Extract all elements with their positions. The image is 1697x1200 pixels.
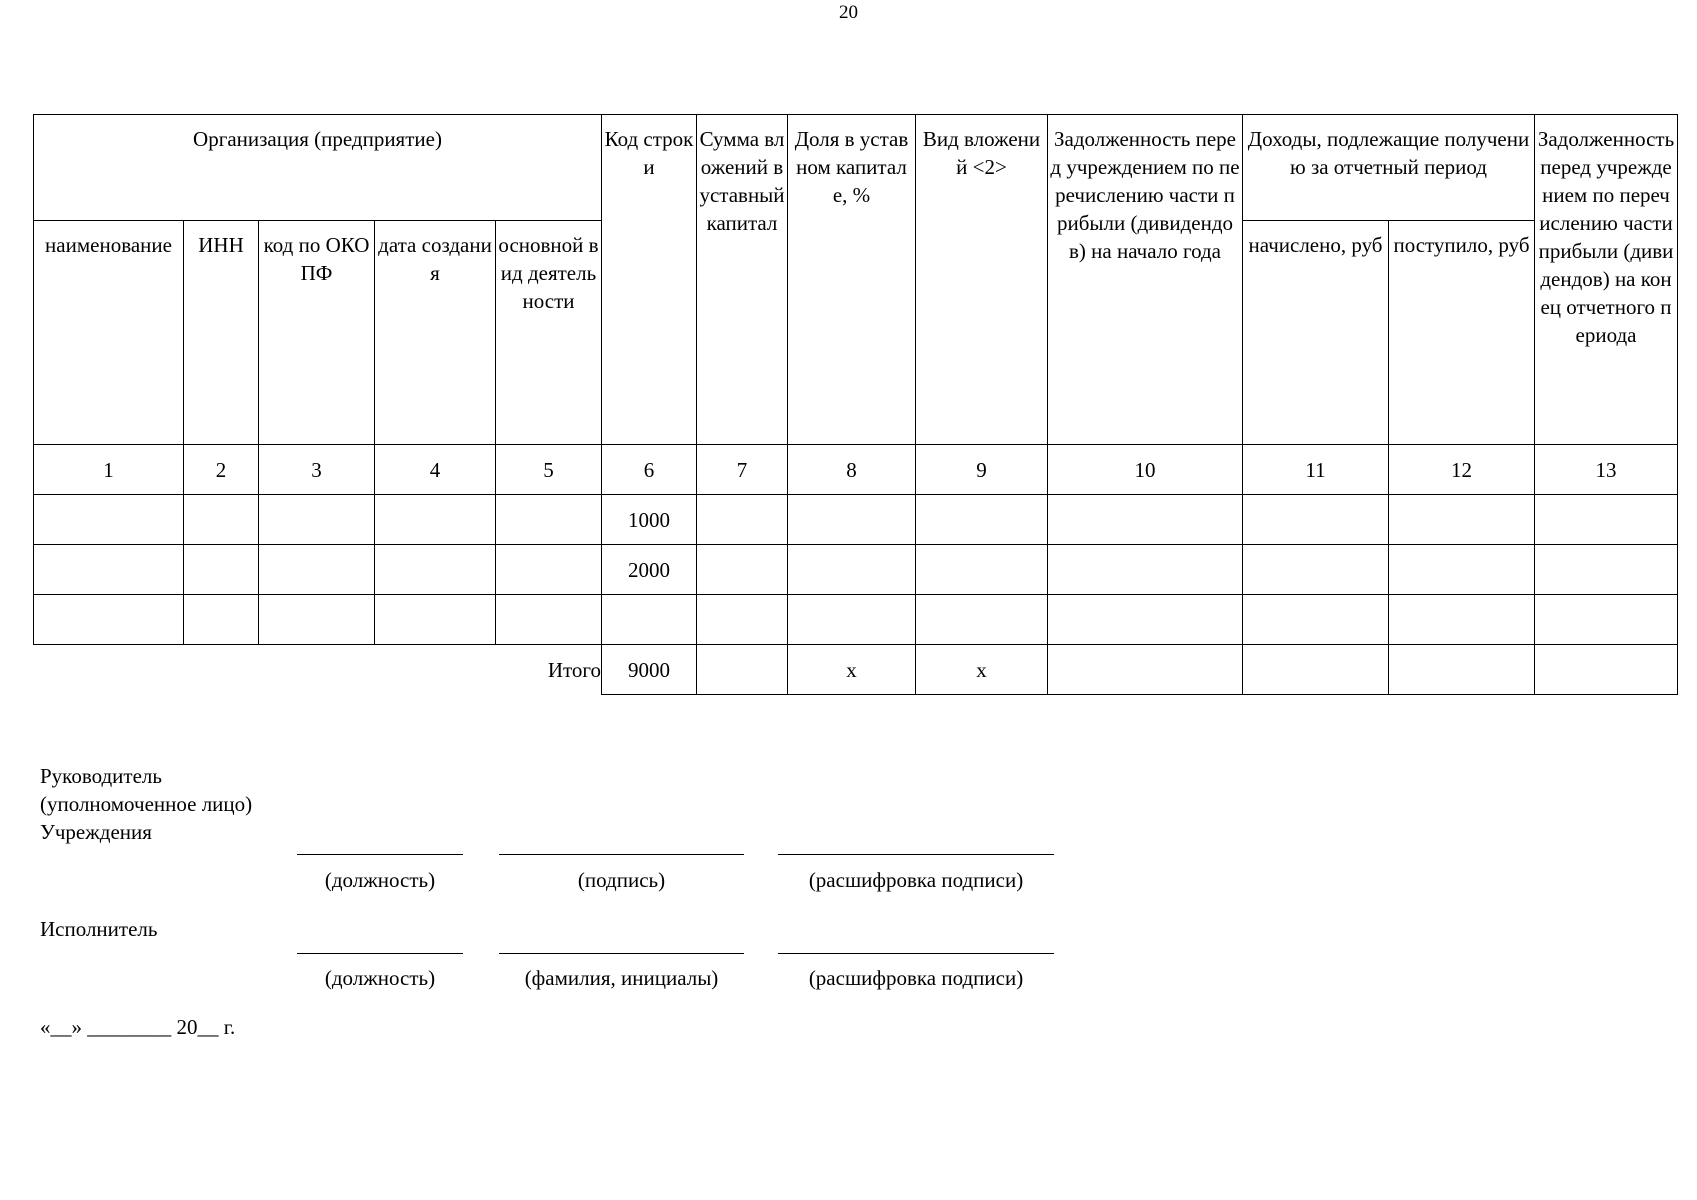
header-share: Доля в уставном капитале, %: [788, 115, 916, 445]
cell-created[interactable]: [375, 545, 496, 595]
cell-activity[interactable]: [496, 495, 602, 545]
column-number: 10: [1048, 445, 1243, 495]
column-number: 13: [1535, 445, 1678, 495]
cell-row-code: 1000: [602, 495, 697, 545]
table-row: [34, 545, 1678, 595]
total-share: x: [788, 645, 916, 695]
cell-accrued[interactable]: [1243, 595, 1389, 645]
header-investment-sum: Сумма вложений в уставный капитал: [697, 115, 788, 445]
executor-position-line[interactable]: [297, 953, 463, 954]
head-label: [40, 762, 252, 846]
header-org-group: Организация (предприятие): [34, 115, 602, 221]
cell-activity[interactable]: [496, 595, 602, 645]
executor-decoding-line[interactable]: [778, 953, 1054, 954]
cell-investment-sum[interactable]: [697, 495, 788, 545]
date-line[interactable]: «__» ________ 20__ г.: [40, 1015, 236, 1039]
header-accrued: начислено, руб: [1243, 221, 1389, 445]
column-number: 7: [697, 445, 788, 495]
cell-investment-type[interactable]: [916, 545, 1048, 595]
cell-created[interactable]: [375, 495, 496, 545]
cell-row-code: [602, 595, 697, 645]
total-debt-start[interactable]: [1048, 645, 1243, 695]
cell-row-code: 2000: [602, 545, 697, 595]
column-number: 9: [916, 445, 1048, 495]
column-number: 5: [496, 445, 602, 495]
header-inn: ИНН: [184, 221, 259, 445]
total-received[interactable]: [1389, 645, 1535, 695]
total-row: [34, 645, 1678, 695]
column-number: 4: [375, 445, 496, 495]
column-number: 6: [602, 445, 697, 495]
cell-investment-type[interactable]: [916, 595, 1048, 645]
cell-share[interactable]: [788, 595, 916, 645]
cell-received[interactable]: [1389, 495, 1535, 545]
cell-org-name[interactable]: [34, 545, 184, 595]
cell-received[interactable]: [1389, 595, 1535, 645]
column-number: 8: [788, 445, 916, 495]
cell-org-name[interactable]: [34, 595, 184, 645]
cell-debt-end[interactable]: [1535, 545, 1678, 595]
total-accrued[interactable]: [1243, 645, 1389, 695]
executor-position-caption: (должность): [324, 966, 436, 990]
head-signature-line[interactable]: [499, 854, 744, 855]
header-created: дата создания: [375, 221, 496, 445]
cell-investment-type[interactable]: [916, 495, 1048, 545]
column-number: 2: [184, 445, 259, 495]
cell-inn[interactable]: [184, 545, 259, 595]
cell-inn[interactable]: [184, 495, 259, 545]
cell-okopf[interactable]: [259, 495, 375, 545]
page-number: 20: [839, 2, 858, 23]
executor-name-caption: (фамилия, инициалы): [524, 966, 719, 990]
header-okopf: код по ОКОПФ: [259, 221, 375, 445]
total-debt-end[interactable]: [1535, 645, 1678, 695]
cell-debt-start[interactable]: [1048, 545, 1243, 595]
header-row-code: Код строки: [602, 115, 697, 445]
header-debt-end: Задолженность перед учреждением по перечислению части прибыли (дивидендов) на конец отчетного периода: [1535, 115, 1678, 445]
cell-share[interactable]: [788, 545, 916, 595]
cell-investment-sum[interactable]: [697, 595, 788, 645]
head-decoding-caption: (расшифровка подписи): [808, 868, 1024, 892]
cell-accrued[interactable]: [1243, 545, 1389, 595]
column-number: 1: [34, 445, 184, 495]
column-number: 12: [1389, 445, 1535, 495]
total-investment-sum[interactable]: [697, 645, 788, 695]
cell-okopf[interactable]: [259, 595, 375, 645]
header-investment-type: Вид вложений <2>: [916, 115, 1048, 445]
header-org-name: наименование: [34, 221, 184, 445]
column-number: 11: [1243, 445, 1389, 495]
table-row: [34, 495, 1678, 545]
cell-activity[interactable]: [496, 545, 602, 595]
executor-label: Исполнитель: [40, 917, 158, 941]
head-position-caption: (должность): [324, 868, 436, 892]
cell-debt-start[interactable]: [1048, 595, 1243, 645]
head-signature-caption: (подпись): [577, 868, 666, 892]
executor-name-line[interactable]: [499, 953, 744, 954]
header-income-group: Доходы, подлежащие получению за отчетный период: [1243, 115, 1535, 221]
table-row: [34, 595, 1678, 645]
head-label-line-1: Руководитель: [40, 764, 162, 788]
header-debt-start: Задолженность перед учреждением по перечислению части прибыли (дивидендов) на начало года: [1048, 115, 1243, 445]
header-received: поступило, руб: [1389, 221, 1535, 445]
total-row-code: 9000: [602, 645, 697, 695]
head-decoding-line[interactable]: [778, 854, 1054, 855]
cell-debt-end[interactable]: [1535, 495, 1678, 545]
cell-received[interactable]: [1389, 545, 1535, 595]
cell-debt-end[interactable]: [1535, 595, 1678, 645]
column-number: 3: [259, 445, 375, 495]
head-label-line-2: (уполномоченное лицо): [40, 792, 253, 816]
head-position-line[interactable]: [297, 854, 463, 855]
cell-investment-sum[interactable]: [697, 545, 788, 595]
investments-table: [33, 114, 1678, 695]
total-investment-type: x: [916, 645, 1048, 695]
cell-created[interactable]: [375, 595, 496, 645]
cell-debt-start[interactable]: [1048, 495, 1243, 545]
cell-okopf[interactable]: [259, 545, 375, 595]
cell-share[interactable]: [788, 495, 916, 545]
cell-org-name[interactable]: [34, 495, 184, 545]
header-row-1: [34, 115, 1678, 221]
executor-decoding-caption: (расшифровка подписи): [808, 966, 1024, 990]
header-activity: основной вид деятельности: [496, 221, 602, 445]
head-label-line-3: Учреждения: [40, 820, 152, 844]
cell-inn[interactable]: [184, 595, 259, 645]
total-label: Итого: [547, 657, 601, 682]
cell-accrued[interactable]: [1243, 495, 1389, 545]
column-numbers-row: [34, 445, 1678, 495]
